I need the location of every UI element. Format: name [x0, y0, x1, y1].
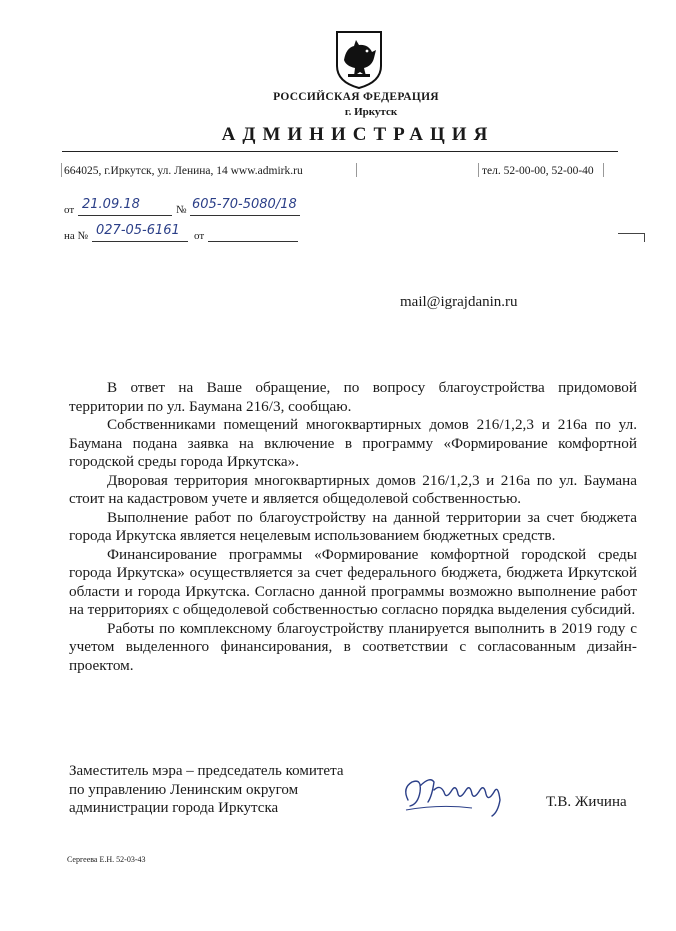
address-mid-bar — [356, 163, 357, 177]
address-left-bar — [61, 163, 62, 177]
ref-incoming-label: на № — [64, 230, 89, 242]
phone-line: тел. 52-00-00, 52-00-40 — [482, 165, 594, 177]
ref-incoming-from-label: от — [194, 230, 205, 242]
executor-contact: Сергеева Е.Н. 52-03-43 — [67, 855, 146, 864]
coat-of-arms-emblem — [334, 30, 384, 90]
phone-left-bar — [478, 163, 479, 177]
ref-date-underline — [78, 215, 172, 216]
phone-right-bar — [603, 163, 604, 177]
ref-number-handwritten: 605-70-5080/18 — [192, 197, 297, 212]
ref-number-underline — [190, 215, 300, 216]
signatory-title-line: Заместитель мэра – председатель комитета — [69, 763, 344, 779]
header-divider — [62, 151, 618, 152]
body-paragraph: Работы по комплексному благоустройству планируется выполнить в 2019 году с учетом выделенного финансирования, в соответствии с согласованным дизайн-проектом. — [69, 619, 637, 674]
signatory-title — [69, 762, 343, 818]
city-heading: г. Иркутск — [344, 106, 398, 118]
ref-number-label: № — [176, 204, 187, 216]
country-heading: РОССИЙСКАЯ ФЕДЕРАЦИЯ — [273, 91, 439, 103]
body-paragraph: Выполнение работ по благоустройству на данной территории за счет бюджета города Иркутска является нецелевым использованием бюджетных средств. — [69, 508, 637, 544]
body-paragraph: Собственниками помещений многоквартирных домов 216/1,2,3 и 216а по ул. Баумана подана заявка на включение в программу «Формирование комфортной городской среды города Иркутска». — [69, 416, 637, 470]
signatory-title-line: по управлению Ленинским округом — [69, 781, 299, 798]
ref-incoming-date-underline — [208, 241, 298, 242]
ref-incoming-handwritten: 027-05-6161 — [96, 223, 180, 238]
body-paragraph: Дворовая территория многоквартирных домов 216/1,2,3 и 216а по ул. Баумана стоит на кадастровом учете и является общедолевой собственностью. — [69, 471, 637, 507]
address-line: 664025, г.Иркутск, ул. Ленина, 14 www.admirk.ru — [64, 165, 303, 177]
ref-date-handwritten: 21.09.18 — [82, 197, 140, 212]
signatory-name: Т.В. Жичина — [546, 794, 627, 810]
body-paragraph: Финансирование программы «Формирование комфортной городской среды города Иркутска» осуществляется за счет федерального бюджета, бюджета Иркутской области и города Иркутска. Согласно данной программы возможно выполнение работ на территориях с общедолевой собственностью согласно порядка выделения субсидий. — [69, 545, 637, 618]
letter-body — [69, 379, 637, 675]
ref-from-label: от — [64, 204, 75, 216]
handwritten-signature — [400, 770, 510, 820]
ref-incoming-underline — [92, 241, 188, 242]
address-corner-mark — [618, 233, 645, 242]
signatory-title-line: администрации города Иркутска — [69, 800, 279, 816]
body-paragraph: В ответ на Ваше обращение, по вопросу благоустройства придомовой территории по ул. Баумана 216/3, сообщаю. — [69, 379, 637, 415]
organization-title: АДМИНИСТРАЦИЯ — [221, 124, 495, 145]
recipient-email: mail@igrajdanin.ru — [400, 294, 518, 310]
